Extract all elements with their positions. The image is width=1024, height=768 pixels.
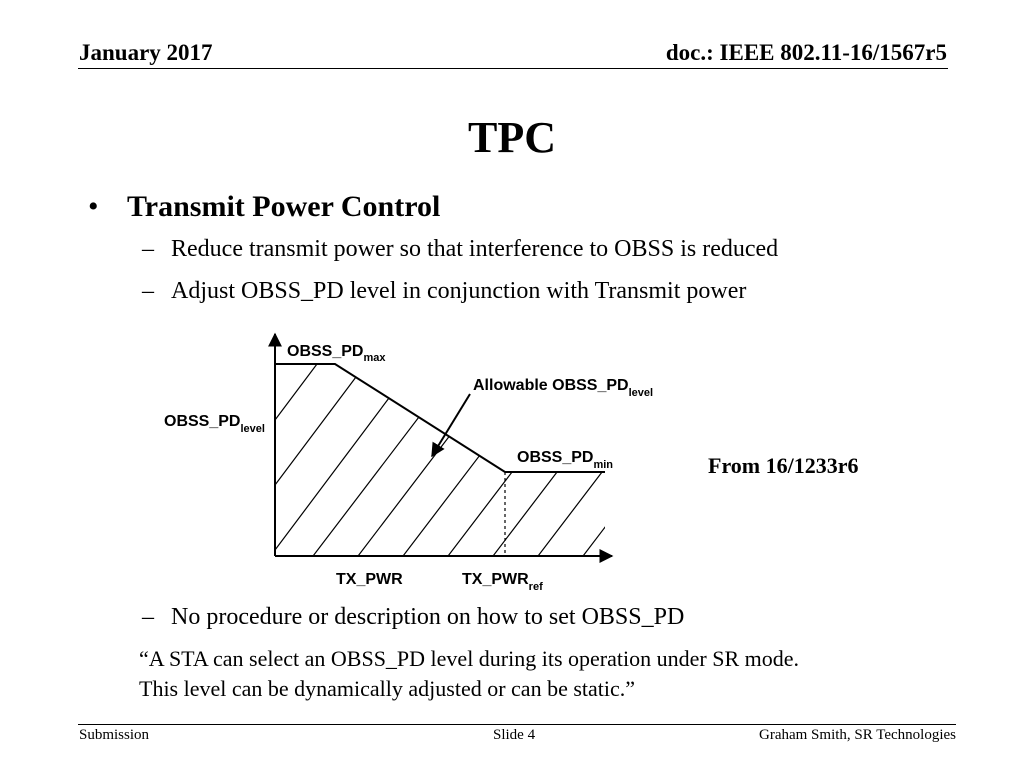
hatch-fill (275, 340, 695, 560)
sub-item-adjust-obss-pd: Adjust OBSS_PD level in conjunction with Transmit power (171, 278, 747, 304)
sub-item-no-procedure: No procedure or description on how to set OBSS_PD (171, 604, 685, 630)
sub-item-dash: – (142, 236, 154, 262)
slide-title: TPC (468, 113, 556, 162)
obss-pd-min-label: $OBSS\_PD_{min}$ (517, 449, 614, 471)
header-rule (78, 68, 948, 69)
obss-pd-diagram (150, 320, 695, 595)
tx-pwr-label: TX_PWR (336, 571, 403, 588)
sub-item-dash: – (142, 604, 154, 630)
header-doc-id: doc.: IEEE 802.11-16/1567r5 (665, 40, 947, 65)
tx-pwr-ref-label: $TX\_PWR_{ref}$ (462, 571, 543, 593)
bullet-marker: • (88, 190, 99, 223)
allowable-label: Allowable $OBSS\_PD_{level}$ (473, 377, 654, 399)
header-date: January 2017 (79, 40, 213, 65)
source-note: From 16/1233r6 (708, 453, 859, 478)
sub-item-dash: – (142, 278, 154, 304)
bullet-heading: Transmit Power Control (127, 190, 441, 223)
footer-submission: Submission (79, 727, 150, 743)
quote-line-1: “A STA can select an OBSS_PD level during its operation under SR mode. (139, 646, 799, 671)
quote-line-2: This level can be dynamically adjusted or can be static.” (139, 676, 636, 701)
footer-slide-number: Slide 4 (493, 727, 536, 743)
obss-pd-max-label: $OBSS\_PD_{max}$ (287, 343, 386, 364)
footer-author: Graham Smith, SR Technologies (759, 727, 956, 743)
obss-pd-level-label: $OBSS\_PD_{level}$ (164, 413, 265, 435)
sub-item-reduce-power: Reduce transmit power so that interference to OBSS is reduced (171, 236, 779, 262)
footer-rule (78, 724, 956, 725)
